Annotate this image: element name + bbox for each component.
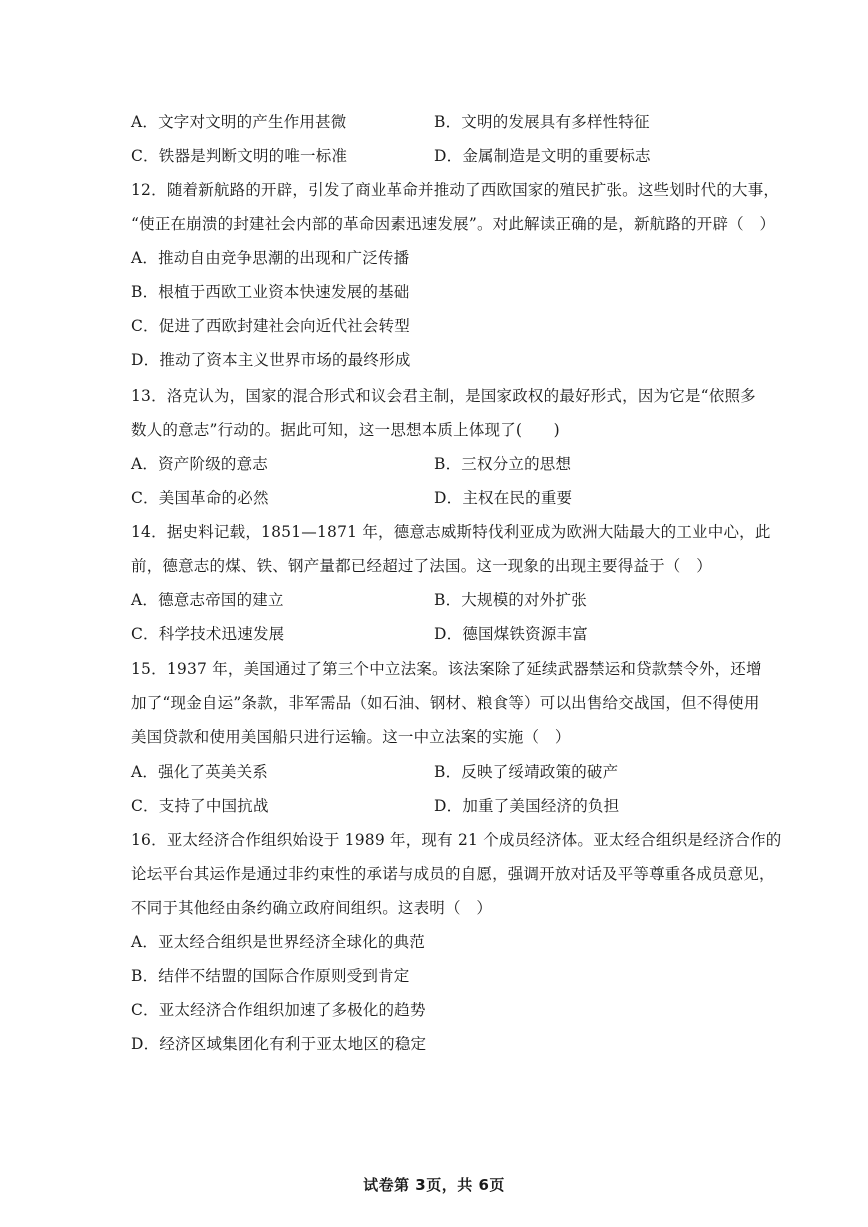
- q16-stem-line-2: 论坛平台其运作是通过非约束性的承诺与成员的自愿，强调开放对话及平等尊重各成员意见，: [131, 865, 775, 883]
- q16-stem-line-1: 16．亚太经济合作组织始设于 1989 年，现有 21 个成员经济体。亚太经合组织是经济合作的: [131, 831, 782, 849]
- q12-option-c: C．促进了西欧封建社会向近代社会转型: [131, 317, 410, 335]
- q14-option-c: C．科学技术迅速发展: [131, 625, 285, 643]
- q15-option-a: A．强化了英美关系: [131, 763, 268, 781]
- q13-option-a: A．资产阶级的意志: [131, 455, 268, 473]
- q13-stem-line-2: 数人的意志”行动的。据此可知，这一思想本质上体现了( ): [131, 421, 560, 439]
- q11-option-c: C．铁器是判断文明的唯一标准: [131, 147, 348, 165]
- q14-stem-line-1: 14．据史料记载，1851—1871 年，德意志威斯特伐利亚成为欧洲大陆最大的工业中心，此: [131, 523, 771, 541]
- q11-option-b: B．文明的发展具有多样性特征: [434, 113, 650, 131]
- q15-option-c: C．支持了中国抗战: [131, 797, 269, 815]
- q15-stem-line-2: 加了“现金自运”条款，非军需品（如石油、钢材、粮食等）可以出售给交战国，但不得使用: [131, 694, 760, 712]
- q14-option-a: A．德意志帝国的建立: [131, 591, 284, 609]
- q16-option-c: C．亚太经济合作组织加速了多极化的趋势: [131, 1001, 426, 1019]
- q16-option-d: D．经济区域集团化有利于亚太地区的稳定: [131, 1035, 427, 1053]
- q16-stem-line-3: 不同于其他经由条约确立政府间组织。这表明（ ）: [131, 899, 493, 917]
- q12-stem-line-1: 12．随着新航路的开辟，引发了商业革命并推动了西欧国家的殖民扩张。这些划时代的大事，: [131, 181, 780, 199]
- q12-option-d: D．推动了资本主义世界市场的最终形成: [131, 351, 411, 369]
- q14-option-d: D．德国煤铁资源丰富: [434, 625, 588, 643]
- q11-option-d: D．金属制造是文明的重要标志: [434, 147, 651, 165]
- q15-option-d: D．加重了美国经济的负担: [434, 797, 620, 815]
- q15-stem-line-3: 美国贷款和使用美国船只进行运输。这一中立法案的实施（ ）: [131, 728, 571, 746]
- q14-option-b: B．大规模的对外扩张: [434, 591, 587, 609]
- q14-stem-line-2: 前，德意志的煤、铁、钢产量都已经超过了法国。这一现象的出现主要得益于（ ）: [131, 557, 712, 575]
- q13-stem-line-1: 13．洛克认为，国家的混合形式和议会君主制，是国家政权的最好形式，因为它是“依照多: [131, 387, 756, 405]
- q16-option-a: A．亚太经合组织是世界经济全球化的典范: [131, 933, 425, 951]
- page-number-footer: 试卷第 3页，共 6页: [363, 1176, 505, 1194]
- q12-option-a: A．推动自由竞争思潮的出现和广泛传播: [131, 249, 410, 267]
- q15-stem-line-1: 15．1937 年，美国通过了第三个中立法案。该法案除了延续武器禁运和贷款禁令外，还增: [131, 660, 762, 678]
- q15-option-b: B．反映了绥靖政策的破产: [434, 763, 619, 781]
- q13-option-c: C．美国革命的必然: [131, 489, 269, 507]
- q12-stem-line-2: “使正在崩溃的封建社会内部的革命因素迅速发展”。对此解读正确的是，新航路的开辟（ ）: [131, 215, 776, 233]
- q12-option-b: B．根植于西欧工业资本快速发展的基础: [131, 283, 410, 301]
- q16-option-b: B．结伴不结盟的国际合作原则受到肯定: [131, 967, 410, 985]
- q11-option-a: A．文字对文明的产生作用甚微: [131, 113, 347, 131]
- q13-option-d: D．主权在民的重要: [434, 489, 573, 507]
- q13-option-b: B．三权分立的思想: [434, 455, 572, 473]
